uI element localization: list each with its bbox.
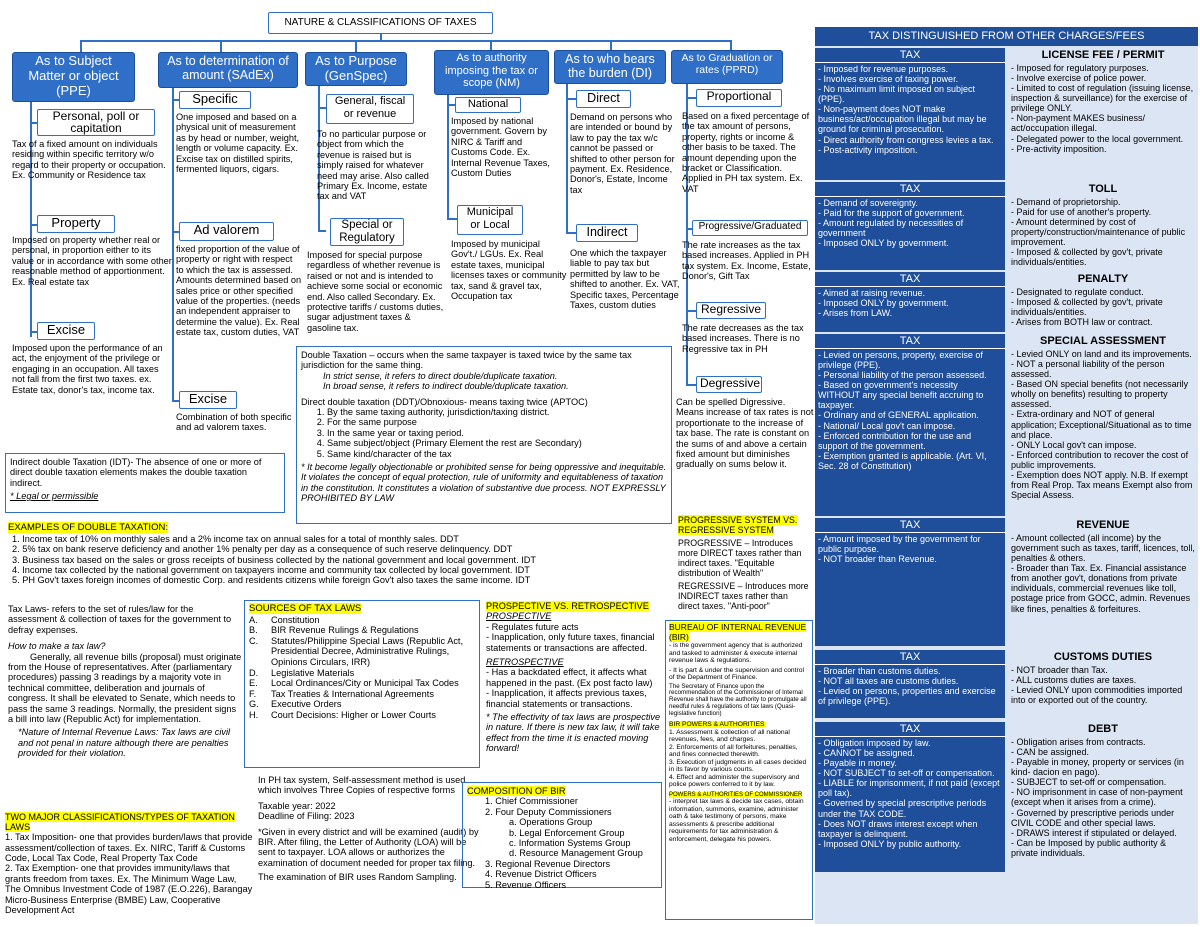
tax-laws-p2: Generally, all revenue bills (proposal) must originate from the House of representatives. After (parliamentary procedures) passing 3 readings by a majority vote in technical committee, deliberation and journals of congress. It shall be elevated to Senate, which needs to pass the same 3 readings. Normally, the president signs a bill into law (Republic Act) for implementation. <box>8 651 242 724</box>
dt-item: 2. For the same purpose <box>327 417 667 427</box>
regressive-text: The rate decreases as the tax based increases. There is no Regressive tax in PH <box>682 323 804 354</box>
retro-label: RETROSPECTIVE <box>486 656 564 667</box>
cmp-row3-right: PENALTY - Designated to regulate conduct. - Imposed & collected by gov't, private individuals/entities. - Arises from BOTH law or contract. <box>1008 272 1198 328</box>
bir-title: BUREAU OF INTERNAL REVENUE (BIR) <box>669 622 807 642</box>
idt-box <box>5 453 285 513</box>
bir-comm-title: POWERS & AUTHORITIES OF COMMISSIONER <box>669 791 803 798</box>
cmp-heading: TOLL <box>1088 183 1118 195</box>
national-text: Imposed by national government. Govern by NIRC & Tariff and Customs Code. Ex. Internal Revenue Taxes, Custom Duties <box>451 116 550 178</box>
two-major-i2: 2. Tax Exemption- one that provides immunity/laws that grants freedom from taxes. Ex. The Minimum Wage Law, The Omnibus Investment Code of 1987 (E.O.226), Barangay Micro-Business Enterprise (BMBE) Law, Cooperative Development Act <box>5 863 253 916</box>
source-row: A. Constitution <box>249 614 320 625</box>
general-label: General, fiscal or revenue <box>326 94 414 124</box>
cmp-row5-left: TAX - Amount imposed by the government for public purpose. - NOT broader than Revenue. <box>815 518 1005 646</box>
cmp-heading: PENALTY <box>1077 273 1129 285</box>
sa-p3: Deadline of Filing: 2023 <box>258 811 355 822</box>
idt-note: * Legal or permissible <box>10 491 99 502</box>
prospective-note: * The effectivity of tax laws are prospective in nature. If there is new tax law, it will take effect from the time it is enacted moving forward! <box>486 711 661 754</box>
cmp-heading: TAX <box>815 334 1005 349</box>
sources-title: SOURCES OF TAX LAWS <box>249 603 362 614</box>
dt-line3: In broad sense, it refers to indirect double/duplicate taxation. <box>323 381 569 392</box>
degressive-label: Degressive <box>696 376 762 393</box>
bir-comm: - interpret tax laws & decide tax cases, obtain information, summons, examine, administer oath & take testimony of persons, make assessments & prescribe additional requirements for tax administration & enforcement, delegate his powers. <box>669 798 804 843</box>
comp-item: 2. Four Deputy Commissioners <box>485 806 612 817</box>
example-item: 2. 5% tax on bank reserve deficiency and another 1% penalty per day as a consequence of such reserve delinquency. DDT <box>12 544 513 555</box>
prospective-title: PROSPECTIVE VS. RETROSPECTIVE <box>486 601 649 611</box>
sa-p2: Taxable year: 2022 <box>258 800 336 811</box>
cmp-row4-left: TAX - Levied on persons, property, exercise of privilege (PPE). - Personal liability of the person assessed. - Based on government's necessity WITHOUT any special benefit accruing to taxpayer. - Ordinary and of GENERAL application. - National/ Local gov't can impose. - Enforced contribution for the use and support of the government. - Exemption granted is applicable. (Art. VI, Sec. 28 of Constitution) <box>815 334 1005 516</box>
direct-label: Direct <box>576 90 631 108</box>
comp-item: d. Resource Management Group <box>509 848 643 859</box>
idt-text: Indirect double Taxation (IDT)- The absence of one or more of direct double taxation elements makes the double taxation indirect. <box>10 457 262 488</box>
cmp-heading: TAX <box>815 650 1005 665</box>
page-title: NATURE & CLASSIFICATIONS OF TAXES <box>268 12 493 34</box>
dt-line2: In strict sense, it refers to direct double/duplicate taxation. <box>323 370 558 381</box>
tax-laws-p1: Tax Laws- refers to the set of rules/law for the assessment & collection of taxes for the government to defray expenses. <box>8 604 232 635</box>
indirect-label: Indirect <box>576 224 638 242</box>
tax-laws-q: How to make a tax law? <box>8 641 106 652</box>
example-item: 4. Income tax collected by the national government on taxpayers income and community tax collected by local government. IDT <box>12 564 530 575</box>
header-authority: As to authority imposing the tax or scope (NM) <box>434 50 549 95</box>
prog-reg-p1: PROGRESSIVE – Introduces more DIRECT taxes rather than indirect taxes. "Equitable distribution of Wealth" <box>678 537 802 578</box>
source-row: B. BIR Revenue Rulings & Regulations <box>249 625 419 636</box>
bir-p1: - is the government agency that is authorized and tasked to administer & execute internal revenue laws & regulations. <box>669 642 803 665</box>
example-item: 3. Business tax based on the sales or gross receipts of business collected by the national government and local government. IDT <box>12 554 536 565</box>
cmp-heading: DEBT <box>1088 723 1118 735</box>
direct-text: Demand on persons who are intended or bound by law to pay the tax w/c cannot be passed or shifted to other person for payment. Ex. Residence, Donor's, Estate, Income tax <box>570 112 675 195</box>
pro-label: PROSPECTIVE <box>486 611 552 622</box>
pro-item: - Regulates future acts <box>486 621 579 632</box>
cmp-row1-right: LICENSE FEE / PERMIT - Imposed for regulatory purposes. - Involve exercise of police power. - Limited to cost of regulation (issuing license, inspection & surveillance) for the exercise of privilege ONLY. - Non-payment MAKES business/ act/occupation illegal. - Delegated power to the local government. - Pre-activity imposition. <box>1008 48 1198 155</box>
subject-excise-text: Imposed upon the performance of an act, the enjoyment of the privilege or engaging in an occupation. All taxes not fall from the first two taxes. ex. Estate tax, donor's tax, income tax. <box>12 343 163 395</box>
prog-reg-p2: REGRESSIVE – Introduces more INDIRECT taxes rather than direct taxes. "Anti-poor" <box>678 580 809 611</box>
cmp-row6-right: CUSTOMS DUTIES - NOT broader than Tax. - ALL customs duties are taxes. - Levied ONLY upon commodities imported into or exported out of the country. <box>1008 650 1198 706</box>
cmp-row7-right: DEBT - Obligation arises from contracts. - CAN be assigned. - Payable in money, property or services (in kind- dacion en pago). - SUBJECT to set-off or compensation. - NO imprisonment in case of non-payment (except when it arises from a crime). - Governed by prescriptive periods under CIVIL CODE and other special laws. - DRAWS interest if stipulated or delayed. - Can be Imposed by public authority & private individuals. <box>1008 722 1198 859</box>
dt-item: 4. Same subject/object (Primary Element the rest are Secondary) <box>327 438 667 448</box>
degressive-text: Can be spelled Digressive. Means increase of tax rates is not proportionate to the increase of tax base. The rate is constant on the sums of and above a certain fixed amount but diminishes gradually on sums below it. <box>676 397 814 470</box>
header-burden: As to who bears the burden (DI) <box>554 50 666 84</box>
bir-power: 4. Effect and administer the supervisory and police powers conferred to it by law. <box>669 773 800 789</box>
composition-box <box>462 782 662 888</box>
source-row: E. Local Ordinances/City or Municipal Tax Codes <box>249 678 459 689</box>
header-subject: As to Subject Matter or object (PPE) <box>12 52 135 102</box>
bir-p2: - It is part & under the supervision and control of the Department of Finance. <box>669 666 804 682</box>
prog-reg-title: PROGRESSIVE SYSTEM VS. REGRESSIVE SYSTEM <box>678 515 798 535</box>
comp-item: 3. Regional Revenue Directors <box>485 858 611 869</box>
header-graduation: As to Graduation or rates (PPRD) <box>671 50 783 84</box>
retro-item: - Has a backdated effect, it affects what happened in the past. (Ex post facto law) <box>486 667 653 688</box>
det-excise-label: Excise <box>179 391 237 409</box>
cmp-heading: TAX <box>815 48 1005 63</box>
advalorem-label: Ad valorem <box>179 222 274 241</box>
double-taxation-box <box>296 346 672 524</box>
dt-line4: Direct double taxation (DDT)/Obnoxious- means taxing twice (APTOC) <box>301 396 588 407</box>
cmp-heading: TAX <box>815 722 1005 737</box>
two-major-section <box>5 812 253 915</box>
self-assessment-section <box>258 775 480 883</box>
proportional-text: Based on a fixed percentage of the tax amount of persons, property, rights or income & other basis to be taxed. The amount depending upon the bracket or Classification. Applied in PH tax system. Ex. VAT <box>682 111 810 194</box>
source-row: H. Court Decisions: Higher or Lower Courts <box>249 709 436 720</box>
pro-item: - Inapplication, only future taxes, financial statements or transactions are affected. <box>486 632 655 653</box>
progressive-text: The rate increases as the tax based increases. Applied in PH tax system. Ex. Income, Estate, Donor's, Gift Tax <box>682 240 811 282</box>
cmp-heading: TAX <box>815 518 1005 533</box>
general-text: To no particular purpose or object from which the revenue is raised but is simply raised for whatever need may arise. Also called Primary Ex. Income, estate tax and VAT <box>317 129 429 202</box>
tax-laws-note: *Nature of Internal Revenue Laws: Tax laws are civil and not penal in nature although there are penalties provided for their violation. <box>18 727 231 759</box>
example-item: 1. Income tax of 10% on monthly sales and a 2% income tax on annual sales for a total of monthly sales. DDT <box>12 533 459 544</box>
dt-item: 1. By the same taxing authority, jurisdiction/taxing district. <box>327 407 667 417</box>
sa-p1: In PH tax system, Self-assessment method is used which involves Three Copies of respective forms <box>258 775 466 796</box>
special-label: Special or Regulatory <box>330 218 404 246</box>
property-label: Property <box>37 215 115 233</box>
composition-title: COMPOSITION OF BIR <box>467 786 566 796</box>
cmp-row2-left: TAX - Demand of sovereignty. - Paid for the support of government. - Amount regulated by necessities of government - Imposed ONLY by government. <box>815 182 1005 270</box>
comp-item: c. Information Systems Group <box>509 837 631 848</box>
sa-p5: The examination of BIR uses Random Sampling. <box>258 872 457 883</box>
progressive-label: Progressive/Graduated <box>692 220 808 236</box>
bir-p3: The Secretary of Finance upon the recommendation of the Commissioner of Internal Revenue shall have the authority to promulgate all needful rules & regulations of tax laws (Quasi-legislative function) <box>669 682 807 718</box>
cmp-row5-right: REVENUE - Amount collected (all income) by the government such as taxes, tariff, licences, toll, penalties & others. - Broader than Tax. Ex. Financial assistance from another gov't, donations from private individuals, commercial revenues like toll, postage price from GOCC, admin. Revenues like fines, penalties & forfeitures. <box>1008 518 1198 615</box>
cmp-row3-left: TAX - Aimed at raising revenue. - Imposed ONLY by government. - Arises from LAW. <box>815 272 1005 332</box>
comp-item: a. Operations Group <box>509 817 593 828</box>
prog-reg-section <box>678 516 810 611</box>
advalorem-text: fixed proportion of the value of property or right with respect to which the tax is assessed. Amounts determined based on sales price or other specified value of the properties. (needs an independent appraiser to determine the value). Ex. Real estate tax, custom duties, VAT <box>176 244 302 338</box>
cmp-row7-left: TAX - Obligation imposed by law. - CANNOT be assigned. - Payable in money. - NOT SUBJECT to set-off or compensation. - LIABLE for imprisonment, if not paid (except poll tax). - Governed by special prescriptive periods under the TAX CODE. - Does NOT draws interest except when taxpayer is delinquent. - Imposed ONLY by public authority. <box>815 722 1005 872</box>
cmp-heading: SPECIAL ASSESSMENT <box>1040 335 1166 347</box>
bir-power: 3. Execution of judgments in all cases decided in its favor by various courts. <box>669 758 807 774</box>
two-major-title: TWO MAJOR CLASSIFICATIONS/TYPES OF TAXATION LAWS <box>5 812 235 833</box>
special-text: Imposed for special purpose regardless of whether revenue is raised or not and is intended to achieve some social or economic end. Also called Secondary. Ex. protective tariffs / customs duties, sugar adjustment taxes & gasoline tax. <box>307 250 444 333</box>
cmp-heading: REVENUE <box>1076 519 1130 531</box>
sources-table <box>249 615 475 721</box>
municipal-label: Municipal or Local <box>457 205 523 235</box>
national-label: National <box>455 97 521 113</box>
retro-item: - Inapplication, it affects previous taxes, financial statements or transactions. <box>486 688 647 709</box>
specific-label: Specific <box>179 91 251 109</box>
bir-power: 1. Assessment & collection of all national revenues, fees, and charges. <box>669 728 790 744</box>
examples-title: EXAMPLES OF DOUBLE TAXATION: <box>8 522 168 533</box>
examples-section <box>8 523 676 586</box>
comp-item: 4. Revenue District Officers <box>485 869 597 880</box>
two-major-i1: 1. Tax Imposition- one that provides burden/laws that provide assessment/collection of taxes. Ex. NIRC, Tariff & Customs Code, Local Tax Code, Real Property Tax Code <box>5 832 253 864</box>
comp-item: 5. Revenue Officers <box>485 879 567 890</box>
det-excise-text: Combination of both specific and ad valorem taxes. <box>176 412 292 433</box>
prospective-section <box>486 601 661 753</box>
comp-item: 1. Chief Commissioner <box>485 796 578 807</box>
bir-power: 2. Enforcements of all forfeitures, penalties, and fines connected therewith. <box>669 743 798 759</box>
cmp-row4-right: SPECIAL ASSESSMENT - Levied ONLY on land and its improvements. - NOT a personal liability of the person assessed. - Based ON special benefits (not necessarily wholly on benefits) resulting to property assessed. - Extra-ordinary and NOT of general application; Exceptional/Situational as to time and place. - ONLY Local gov't can impose. - Enforced contribution to recover the cost of public improvements. - Exemption does NOT apply. N.B. If exempt from Real Prop. Tax means Exempt also from Special Assess. <box>1008 334 1198 501</box>
cmp-heading: TAX <box>815 272 1005 287</box>
cmp-heading: TAX <box>815 182 1005 197</box>
source-row: G. Executive Orders <box>249 699 342 710</box>
personal-text: Tax of a fixed amount on individuals residing within specific territory w/o regard to their property or occupation. Ex. Community or Residence tax <box>12 139 166 181</box>
proportional-label: Proportional <box>696 89 782 107</box>
sources-box <box>244 600 480 768</box>
header-purpose: As to Purpose (GenSpec) <box>305 52 407 86</box>
indirect-text: One which the taxpayer liable to pay tax but permitted by law to be shifted to another. Ex. VAT, Specific taxes, Percentage Taxes, custom duties <box>570 248 680 310</box>
sa-p4: *Given in every district and will be examined (audit) by BIR. After filing, the Letter of Authority (LOA) will be sent to taxpayer. LOA allows or authorizes the examination of document needed for proper tax filing. <box>258 826 479 868</box>
specific-text: One imposed and based on a physical unit of measurement as by head or number, weight, length or volume capacity. Ex. Excise tax on distilled spirits, fermented liquors, cigars. <box>176 112 300 174</box>
dt-item: 5. Same kind/character of the tax <box>327 449 667 459</box>
bir-powers-title: BIR POWERS & AUTHORITIES <box>669 721 765 729</box>
dt-line1: Double Taxation – occurs when the same taxpayer is taxed twice by the same tax jurisdiction for the same thing. <box>301 350 632 371</box>
bir-box <box>665 620 813 920</box>
cmp-row2-right: TOLL - Demand of proprietorship. - Paid for use of another's property. - Amount determined by cost of property/construction/maintenance of public improvement. - Imposed & collected by gov't, private individuals/entities. <box>1008 182 1198 269</box>
regressive-label: Regressive <box>696 302 766 319</box>
cmp-row1-left: TAX - Imposed for revenue purposes. - Involves exercise of taxing power. - No maximum limit imposed on subject (PPE). - Non-payment does NOT make business/act/occupation illegal but may be ground for criminal prosecution. - Direct authority from congress levies a tax. - Post-activity imposition. <box>815 48 1005 180</box>
property-text: Imposed on property whether real or personal, in proportion either to its value or in accordance with some other reasonable method of apportionment. Ex. Real estate tax <box>12 235 172 287</box>
header-determination: As to determination of amount (SAdEx) <box>158 52 298 88</box>
tax-laws-section <box>8 604 243 758</box>
source-row: F. Tax Treaties & International Agreements <box>249 688 434 699</box>
right-title: TAX DISTINGUISHED FROM OTHER CHARGES/FEES <box>815 27 1198 46</box>
personal-label: Personal, poll or capitation <box>37 109 155 136</box>
example-item: 5. PH Gov't taxes foreign incomes of domestic Corp. and residents citizens while foreign Gov't also taxes the same income. IDT <box>12 575 531 586</box>
source-row: D. Legislative Materials <box>249 667 355 678</box>
comp-item: b. Legal Enforcement Group <box>509 827 625 838</box>
cmp-row6-left: TAX - Broader than customs duties. - NOT all taxes are customs duties. - Levied on persons, properties and exercise of privilege (PPE). <box>815 650 1005 718</box>
dt-item: 3. In the same year or taxing period. <box>327 428 667 438</box>
cmp-heading: CUSTOMS DUTIES <box>1053 651 1153 663</box>
subject-excise-label: Excise <box>37 322 95 340</box>
municipal-text: Imposed by municipal Gov't./ LGUs. Ex. Real estate taxes, municipal licenses taxes or community tax, sand & gravel tax, Occupation tax <box>451 239 567 301</box>
dt-note: * It become legally objectionable or prohibited sense for being oppressive and inequitable. It violates the concept of equal protection, rule of uniformity and equitableness of taxation in the constitution. It constitutes a violation of substantive due process. NOT EXPRESSLY PROHIBITED BY LAW <box>301 461 667 504</box>
cmp-heading: LICENSE FEE / PERMIT <box>1041 49 1165 61</box>
source-row: C. Statutes/Philippine Special Laws (Republic Act, Presidential Decree, Administrative Rulings, Opinions Circulars, IRR) <box>249 635 464 668</box>
